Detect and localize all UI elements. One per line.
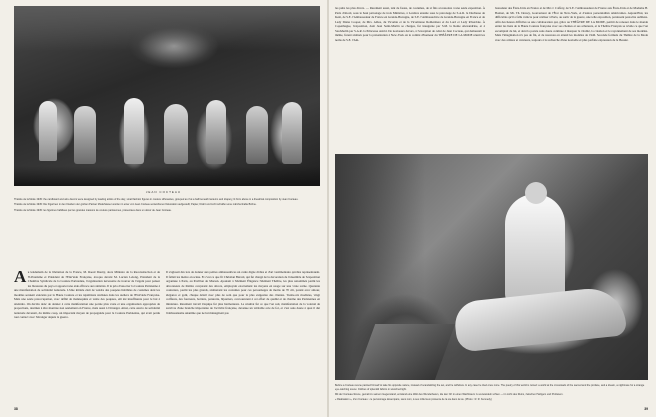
right-page	[329, 0, 656, 417]
article-text: les pubs les plus divers. — Rarement aussi, tant de fastes, de costumes, de si fins accessoires à une seule exposition. À Paris d'abord, sous le haut patronage de trois Ministres, à Londres ensuite sous le patronage de S.A.R. la Duchesse de Kent, de S.E. l'Ambassadeur de France en Grande-Bretagne, de S.E. l'Ambassadrice de Grande-Bretagne en France et de Lady Diana Cooper, de Mrs. Attlee, du Vicomte et de la Vicomtesse Rothermere et du Lord et Lady Riverdale. À Copenhague, l'exposition, dont Jean Saint-Martin se chargea, fut inaugurée par S.M. la Reine Alexandrine, et à Stockholm par S.A.R. la Princesse Astrid. De nouveaux décors, à l'exception de celui de Jean Cocteau, qui demeurait le même, furent réalisés pour la présentation à New-York où le comité d'honneur du THÉÂTRE DE LA MODE réunit les noms de S.E. l'Am-	[335, 6, 485, 42]
caption-english: Before a Cocteau scene painted himself to take his opposite nature, instead of scandalizing the set, and he withdrew. In any case he tried once more. The poetry of this world is ruined: a world at the crossroads of the sacred and the profane, and a dream, a nightmare for a strange eye-catching scene: Clothes of splendid fabrics in wretched light.	[335, 384, 645, 391]
article-text: u lendemain de la libération de la France, M. Raoul Dautry, alors Ministre de la Reconstruction et de l'Urbanisme et Président de l'Entr'aide Française, évoqua devant M. Lucien Lelong, Président de la Chambre Syndicale de la Couture Parisienne, l'organisation nécessaire de trouver de l'argent pour panser les blessures du pays et apporter une aide efficace aux sinistrés. Il le pria d'associer la Couture Parisienne à une manifestation de solidarité nationale. L'idée initiale était de vendre des poupées habillées de costumes dont les modèles seraient exécutés par la Haute Couture et les répétitions réalisées dans les ateliers de l'Entr'aide Française. Mais une seule préoccupation, avec défilé de mannequins et vente des poupées, eût été insuffisante pour le but à atteindre. On décida donc de donner à cette manifestation une portée plus vaste et une organisation appropriée de proportions, destinée à être montrée non seulement en France, mais aussi à l'étranger. Ainsi, cette œuvre de solidarité nationale devenait, du même coup, un important moyen de propagande pour la Couture Parisienne, qui avait perdu tout contact avec l'étranger depuis la guerre.	[14, 270, 160, 320]
article-text: Il s'agissait dès lors de donner aux petites ambassadrices un cadre digne d'elles et d'art vestimentaire qu'elles représentaient. Il fallait les mettre en scène. Et c'est ce que fit Christian Bérard, qui fut chargé de la décoration de l'ensemble de l'exposition organisée à Paris, au Pavillon de Marsan. Ajoutant à l'élément Élégance l'élément Théâtre, les plus renommés parmi les décorateurs de théâtre conçurent des décors, employant exactement les moyens en usage sur une vraie scène. Quarante couturiers, parmi les plus grands, réalisèrent les costumes pour ces personnages de moins de 70 cm, parant avec amour, élégance et goût, chaque détail avec plus de soin que pour la plus exigeante des clientes. Trente-six modistes, vingt coiffeurs, des fourreurs, bottiers, parurerie, bijoutiers, concoururent à cet effort de qualité et de charme des Parisiennes en miniature. Rarement travail n'équipe fut plus harmonieux. Le résultat fut ce que l'on sait, manifestation de la volonté de survivre d'une branche importante de l'activité française, devenue un véritable acte de foi, et c'est sans doute à quoi il dut l'enthousiasme unanime que ne lui ménagèrent pas	[166, 270, 320, 315]
article-column-3	[335, 6, 485, 42]
photo-caption-right	[335, 384, 648, 403]
page-number: 39	[644, 407, 648, 411]
photo-caption-left	[14, 198, 320, 214]
reclining-figure-photograph	[335, 154, 648, 380]
page-number: 38	[14, 407, 18, 411]
drop-cap: A	[14, 267, 27, 286]
caption-english: Théâtre de la Mode 1945: the cardboard and wire décors were designed by leading artists of the day; small fashion figures in couture silhouettes, grouped as if at a ball beneath lanterns and drapery, lit from above in a theatrical composition by Jean Cocteau.	[14, 198, 299, 201]
photo-credit: JEAN COCTEAU	[145, 190, 182, 194]
article-column-1	[14, 267, 160, 320]
left-page	[0, 0, 327, 417]
caption-french: « Réalisation », d'un Cocteau : ce personnage désemparé, sans nom, à ses mille lieux présente de la vie dans la vie. (Photo : R. R. Kennedy)	[335, 397, 492, 401]
caption-french: Théâtre de la Mode 1945: les figurines habillées par les grandes maisons de couture parisiennes, présentées dans un décor de Jean Cocteau.	[14, 208, 172, 212]
caption-german: Mit der Cocteau-Szene, gemalt zu seinem Gegenstand, entstand eine Welt des Wunderbaren, die den Ort in einen Wachtraum zu verwandeln schien — im Licht des Ruins, zwischen Heiligem und Profanem.	[335, 392, 564, 396]
article-column-2	[166, 270, 320, 315]
article-text: bassadeur des États-Unis en France et de Mrs J. Caffery, de S.E. l'Ambassadeur de France aux États-Unis et de Madame H. Bonnet, de Mr. Th. Dewey, Gouverneur de l'État de New-York, et d'autres personnalités américaines. Aujourd'hui, les difficultés qu'il a fallu vaincre pour réaliser à Paris, au sortir de la guerre, une telle exposition, paraissent peut-être oubliées. Afin des heures difficiles se une collaboration qui, grâce au THÉÂTRE DE LA MODE, permit de renouer dans le monde entier les liens de la Haute Couture française avec ses clientes et ses acheteurs, et le Théâtre Français se révèle ce que l'on escomptait de lui, et dont la portée sans doute continue à marquer la vitalité, la création et le rayonnement de ses modèles. Mais l'imagination n'a pas de fin, et de nouveau on attend les modèles de 1946. Seconde formule du Théâtre de la Mode avec des artistes et créateurs, toujours à la recherche d'une nouvelle et plus parfaite expression de la Beauté.	[495, 6, 648, 42]
cocteau-set-photograph	[14, 6, 320, 186]
article-column-4	[495, 6, 648, 42]
caption-german: Théâtre de la Mode 1945: Die Figurinen in den Kleidern der großen Pariser Modehäuser wurden in einer von Jean Cocteau entworfenen Dekoration aufgestellt; Papier, Draht und Licht schaffen eine märchenhafte Bühne.	[14, 203, 257, 207]
